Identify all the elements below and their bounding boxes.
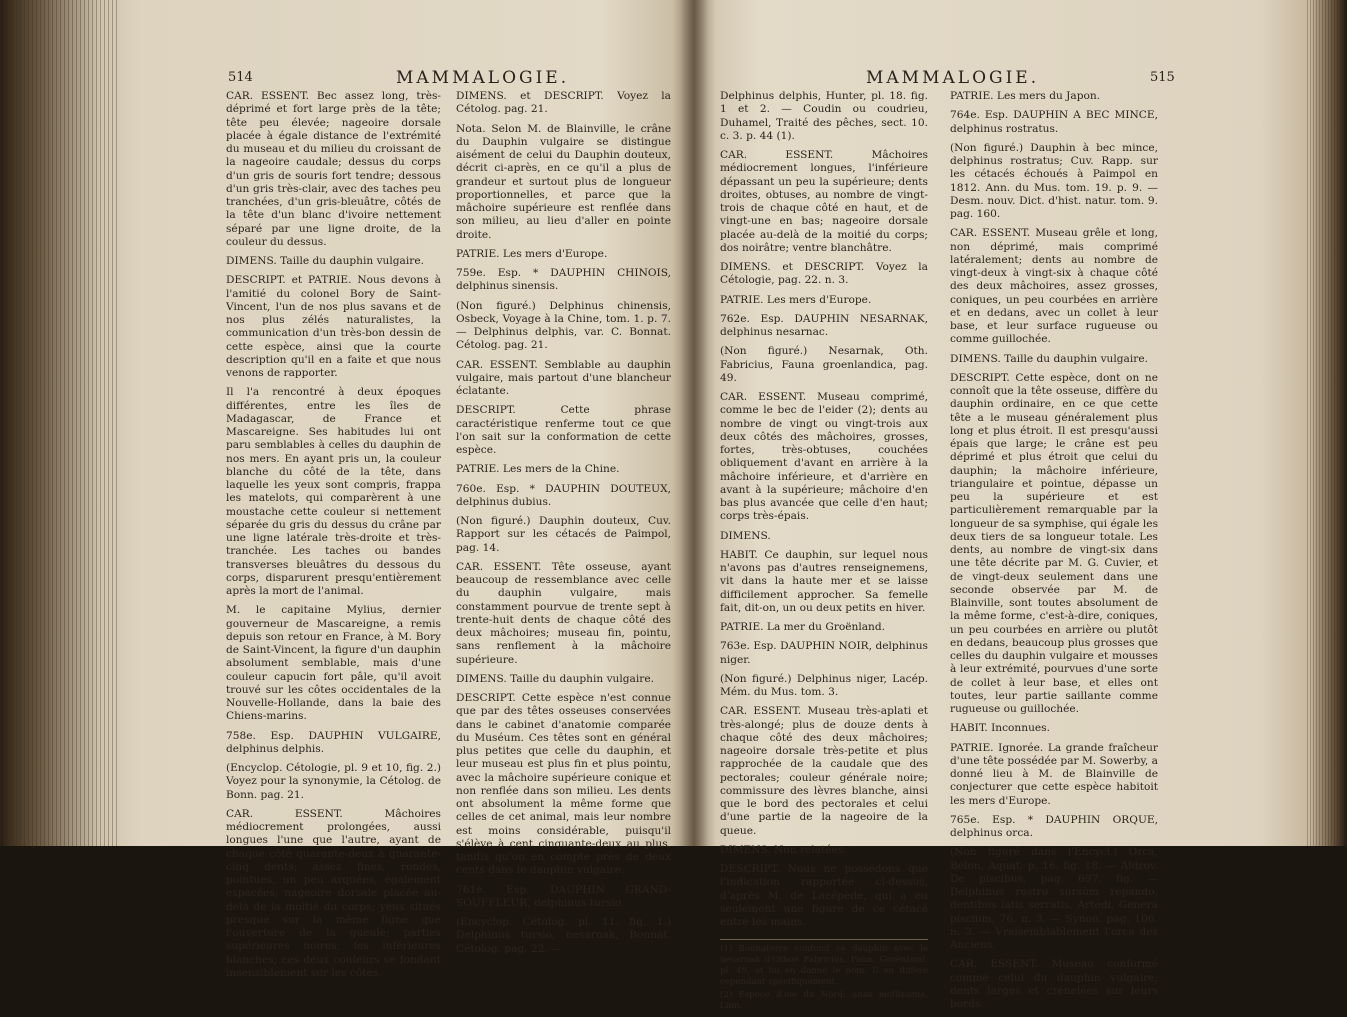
paragraph: (Encyclop. Cétologie, pl. 9 et 10, fig. 2.) Voyez pour la synonymie, la Cétolog. de Bonn. pag. 21. <box>226 762 441 801</box>
left-running-head: MAMMALOGIE. <box>396 68 570 88</box>
book-gutter <box>672 0 716 846</box>
paragraph: Delphinus delphis, Hunter, pl. 18. fig. 1 et 2. — Coudin ou coudrieu, Duhamel, Traité des pêches, sect. 10. c. 3. p. 44 (1). <box>720 90 928 142</box>
paragraph: (Non figuré.) Delphinus niger, Lacép. Mém. du Mus. tom. 3. <box>720 672 928 698</box>
paragraph: 765e. Esp. * DAUPHIN ORQUE, delphinus orca. <box>950 813 1158 839</box>
right-column-1 <box>720 90 928 1014</box>
paragraph: DESCRIPT. Cette phrase caractéristique renferme tout ce que l'on sait sur la conformation de cette espèce. <box>456 404 671 456</box>
paragraph: 760e. Esp. * DAUPHIN DOUTEUX, delphinus dubius. <box>456 482 671 508</box>
paragraph: CAR. ESSENT. Museau grêle et long, non déprimé, mais comprimé latéralement; dents au nombre de vingt-deux à vingt-six à chaque côté des deux mâchoires, assez grosses, coniques, un peu courbées en arrière et en dedans, avec un collet à leur base, et leur surface rugueuse ou comme guillochée. <box>950 227 1158 346</box>
paragraph: (Non figuré dans l'Encycl.) Orca, Belon, Aquat. p. 16. fig. 18. — Aldrov. De piscibus, pag. 697. fig. — Delphinus rostro sursùm repando, dentibus latis serratis, Artédi, Genera piscium, 76. n. 3. — Synon. pag. 106. n. 3. — Vraisemblablement l'orca des Anciens. <box>950 846 1158 951</box>
left-column-1 <box>226 90 441 986</box>
paragraph: CAR. ESSENT. Museau très-aplati et très-alongé; plus de douze dents à chaque côté des deux mâchoires; nageoire dorsale très-petite et plus rapprochée de la caudale que des pectorales; couleur générale noire; commissure des lèvres blanche, ainsi que le bord des pectorales et celui d'une partie de la nageoire de la queue. <box>720 705 928 837</box>
paragraph: (Non figuré.) Dauphin douteux, Cuv. Rapport sur les cétacés de Paimpol, pag. 14. <box>456 515 671 554</box>
left-page-number: 514 <box>228 70 253 85</box>
paragraph: PATRIE. Les mers de la Chine. <box>456 463 620 476</box>
paragraph: CAR. ESSENT. Museau conformé comme celui du dauphin vulgaire; dents larges et crénelées sur leurs bords. <box>950 958 1158 1010</box>
paragraph: 759e. Esp. * DAUPHIN CHINOIS, delphinus sinensis. <box>456 267 671 293</box>
paragraph: CAR. ESSENT. Semblable au dauphin vulgaire, mais partout d'une blancheur éclatante. <box>456 358 671 397</box>
page-edges-left <box>0 0 118 846</box>
paragraph: HABIT. Inconnues. <box>950 722 1050 735</box>
paragraph: CAR. ESSENT. Mâchoires médiocrement prolongées, aussi longues l'une que l'autre, ayant de chaque côté quarante-deux à quarante-cinq dents; assez fines, rondes, pointues, un peu arquées, également espacées; nageoire dorsale placée au-delà de la moitié du corps; yeux situés presque sur la même ligne que l'ouverture de la gueule; parties supérieures noires, les inférieures blanches; ces deux couleurs se fondant insensiblement sur les côtés. <box>226 807 441 979</box>
left-column-2 <box>456 90 671 962</box>
footnotes <box>720 939 928 1012</box>
right-running-head: MAMMALOGIE. <box>866 68 1040 88</box>
paragraph: PATRIE. Les mers d'Europe. <box>720 293 872 306</box>
footnote: (1) Bonnaterre confond ce dauphin avec le nesarnak d'Othon Fabricius, Faun. Groënland. pl. 49, et lui en donne le nom. Il en diffère cependant spécifiquement. <box>720 944 928 988</box>
paragraph: Nota. Selon M. de Blainville, le crâne du Dauphin vulgaire se distingue aisément de celui du Dauphin douteux, décrit ci-après, en ce qu'il a plus de grandeur et surtout plus de longueur proportionnelles, et parce que la mâchoire supérieure est renflée dans son milieu, au lieu d'aller en pointe droite. <box>456 122 671 241</box>
paragraph: 763e. Esp. DAUPHIN NOIR, delphinus niger. <box>720 640 928 666</box>
paragraph: HABIT. Ce dauphin, sur lequel nous n'avons pas d'autres renseignemens, vit dans la haute mer et se laisse difficilement approcher. Sa femelle fait, dit-on, un ou deux petits en hiver. <box>720 548 928 614</box>
paragraph: DIMENS. Taille du dauphin vulgaire. <box>456 672 654 685</box>
paragraph: DIMENS. Non relatées. <box>720 843 847 856</box>
right-column-2 <box>950 90 1158 1017</box>
paragraph: 761e. Esp. DAUPHIN GRAND-SOUFFLEUR, delphinus tursio. <box>456 883 671 909</box>
paragraph: (Non figuré.) Nesarnak, Oth. Fabricius, Fauna groenlandica, pag. 49. <box>720 345 928 384</box>
paragraph: CAR. ESSENT. Tête osseuse, ayant beaucoup de ressemblance avec celle du dauphin vulgaire, mais constamment pourvue de trente sept à trente-huit dents de chaque côté des deux mâchoires; museau fin, pointu, sans renflement à la mâchoire supérieure. <box>456 560 671 666</box>
paragraph: DIMENS. Taille du dauphin vulgaire. <box>950 352 1148 365</box>
paragraph: CAR. ESSENT. Bec assez long, très-déprimé et fort large près de la tête; tête peu élevée; nageoire dorsale placée à égale distance de l'extrémité du museau et du milieu du croissant de la nageoire caudale; dessus du corps d'un gris de souris fort tendre; dessous d'un gris très-clair, avec des taches peu tranchées, d'un gris-bleuâtre, côtés de la tête d'un blanc d'ivoire nettement séparé par une ligne droite, de la couleur du dessus. <box>226 90 441 248</box>
paragraph: DIMENS. Taille du dauphin vulgaire. <box>226 255 424 267</box>
page-edges-right <box>1307 0 1347 846</box>
paragraph: PATRIE. La mer du Groënland. <box>720 621 886 633</box>
paragraph: 758e. Esp. DAUPHIN VULGAIRE, delphinus delphis. <box>226 729 441 755</box>
paragraph: DESCRIPT. Cette espèce n'est connue que par des têtes osseuses conservées dans le cabinet d'anatomie comparée du Muséum. Ces têtes sont en général plus petites que celle du dauphin, et leur museau est plus fin et plus pointu, avec la mâchoire supérieure conique et non renflée dans son milieu. Les dents ont absolument la même forme que celles de cet animal, mais leur nombre est moins considérable, puisqu'il s'élève à cent cinquante-deux au plus, tandis qu'on en compte près de deux cents dans le dauphin vulgaire. <box>456 692 671 877</box>
paragraph: DESCRIPT. Cette espèce, dont on ne connoît que la tête osseuse, diffère du dauphin ordinaire, en ce que cette tête a le museau généralement plus long et plus étroit. Il est presqu'aussi épais que large; le crâne est peu déprimé et plus étroit que celui du dauphin; la mâchoire inférieure, triangulaire et pointue, dépasse un peu la supérieure et est particulièrement remarquable par la longueur de sa symphise, qui égale les deux tiers de sa longueur totale. Les dents, au nombre de vingt-six dans une tête décrite par M. G. Cuvier, et de vingt-deux seulement dans une seconde observée par M. de Blainville, sont toutes absolument de la même forme, c'est-à-dire, coniques, un peu courbées en arrière ou plutôt en dedans, beaucoup plus grosses que celles du dauphin vulgaire et mousses à leur extrémité, pourvues d'une sorte de collet à leur base, et elles ont toutes, leur partie saillante comme rugueuse ou guillochée. <box>950 371 1159 715</box>
right-page-number: 515 <box>1150 70 1175 85</box>
paragraph: (Non figuré.) Dauphin à bec mince, delphinus rostratus; Cuv. Rapp. sur les cétacés échoués à Paimpol en 1812. Ann. du Mus. tom. 19. p. 9. — Desm. nouv. Dict. d'hist. natur. tom. 9. pag. 160. <box>950 141 1158 220</box>
paragraph: 764e. Esp. DAUPHIN A BEC MINCE, delphinus rostratus. <box>950 109 1158 135</box>
paragraph: DIMENS. et DESCRIPT. Voyez la Cétolog. pag. 21. <box>456 90 671 116</box>
paragraph: PATRIE. Les mers du Japon. <box>950 90 1101 102</box>
paragraph: DIMENS. <box>720 529 771 542</box>
footnote: (2) Espèce d'oie du Nord: anas mollissima, Linn. <box>720 990 928 1012</box>
paragraph: 762e. Esp. DAUPHIN NESARNAK, delphinus nesarnac. <box>720 312 928 338</box>
paragraph: DESCRIPT. et PATRIE. Nous devons à l'amitié du colonel Bory de Saint-Vincent, l'un de nos plus savans et de nos plus zélés naturalistes, la communication d'un très-bon dessin de cette espèce, ainsi que la courte description qu'il en a faite et que nous venons de rapporter. <box>226 274 441 379</box>
paragraph: M. le capitaine Mylius, dernier gouverneur de Mascareigne, a remis depuis son retour en France, à M. Bory de Saint-Vincent, la figure d'un dauphin absolument semblable, mais d'une couleur capucin fort pâle, qu'il avoit trouvé sur les côtes occidentales de la Nouvelle-Hollande, dans la baie des Chiens-marins. <box>226 604 441 723</box>
paragraph: DIMENS. et DESCRIPT. Voyez la Cétologie, pag. 22. n. 3. <box>720 261 928 287</box>
paragraph: PATRIE. Les mers d'Europe. <box>456 247 608 260</box>
paragraph: CAR. ESSENT. Museau comprimé, comme le bec de l'eider (2); dents au nombre de vingt ou vingt-trois aux deux côtés des mâchoires, grosses, fortes, très-obtuses, couchées obliquement d'avant en arrière à la mâchoire inférieure, et d'arrière en avant à la supérieure; mâchoire d'en bas plus avancée que celle d'en haut; corps très-épais. <box>720 391 928 523</box>
paragraph: (Non figuré.) Delphinus chinensis, Osbeck, Voyage à la Chine, tom. 1. p. 7. — Delphinus delphis, var. C. Bonnat. Cétolog. pag. 21. <box>456 299 671 352</box>
paragraph: Il l'a rencontré à deux époques différentes, entre les îles de Madagascar, de France et Mascareigne. Ses habitudes lui ont paru semblables à celles du dauphin de nos mers. En ayant pris un, la couleur blanche du côté de la tête, dans laquelle les yeux sont compris, frappa les matelots, qui comparèrent à une moustache cette couleur si nettement séparée du gris du dessus du crâne par une ligne latérale très-droite et très-tranchée. Les taches ou bandes transverses bleuâtres du dessous du corps, disparurent presqu'entièrement après la mort de l'animal. <box>226 386 441 597</box>
paragraph: CAR. ESSENT. Mâchoires médiocrement longues, l'inférieure dépassant un peu la supérieure; dents droites, obtuses, au nombre de vingt-trois de chaque côté en haut, et de vingt-une en bas; nageoire dorsale placée au-delà de la moitié du corps; dos noirâtre; ventre blanchâtre. <box>720 149 928 254</box>
paragraph: DESCRIPT. Nous ne possédons que l'indication rapportée ci-dessus, d'après M. de Lacépède, qui a eu seulement une figure de ce cétacé entre les mains. <box>720 863 928 928</box>
paragraph: (Encyclop. Cétolog. pl. 11. fig. 1.) Delphinus tursio, nesarnak, Bonnat. Cétolog. pag. 22. — <box>456 916 671 955</box>
paragraph: PATRIE. Ignorée. La grande fraîcheur d'une tête possédée par M. Sowerby, a donné lieu à M. de Blainville de conjecturer que cette espèce habitoit les mers d'Europe. <box>950 741 1158 807</box>
